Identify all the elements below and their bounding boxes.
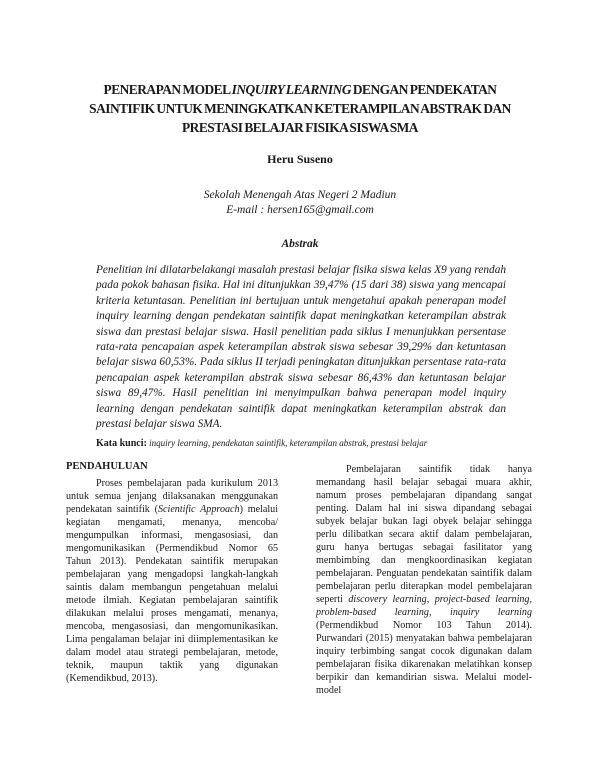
email: E-mail : hersen165@gmail.com xyxy=(226,204,374,216)
keywords xyxy=(96,438,536,449)
institution: Sekolah Menengah Atas Negeri 2 Madiun xyxy=(203,189,397,201)
title-part-3: DENGAN PENDEKATAN SAINTIFIK UNTUK MENINGKATKAN KETERAMPILAN ABSTRAK DAN PRESTASI BELAJAR FISIKA SISWA SMA xyxy=(89,82,511,135)
left-paragraph-emphasis: Scientific Approach xyxy=(157,504,240,515)
left-paragraph-text-2: ) melalui kegiatan mengamati, menanya, mencoba/ mengumpulkan informasi, mengasosiasi, dan mengomunikasikan (Permendikbud Nomor 65 Tahun 2013). Pendekatan saintifik merupakan pembelajaran yang mengadopsi langkah-langkah saintis dalam membangun pengetahuan melalui metode ilmiah. Kegiatan pembelajaran saintifik dilakukan melalui proses mengamati, menanya, mencoba, mengasosiasi, dan mengomunikasikan. Lima pengalaman belajar ini diimplementasikan ke dalam model atau strategi pembelajaran, metode, teknik, maupun taktik yang digunakan (Kemendikbud, 2013). xyxy=(66,504,278,684)
right-paragraph-emphasis: discovery learning, project-based learning, problem-based learning, inquiry learning xyxy=(316,594,533,618)
author-name: Heru Suseno xyxy=(267,152,333,166)
keywords-label: Kata kunci: xyxy=(96,438,147,449)
section-heading: PENDAHULUAN xyxy=(66,461,148,472)
left-column xyxy=(66,460,278,685)
right-column xyxy=(316,463,532,697)
left-paragraph xyxy=(66,477,278,685)
paper-title xyxy=(70,80,530,137)
abstract-body: Penelitian ini dilatarbelakangi masalah prestasi belajar fisika siswa kelas X9 yang rendah pada pokok bahasan fisika. Hal ini ditunjukkan 39,47% (15 dari 38) siswa yang mencapai kriteria ketuntasan. Penelitian ini bertujuan untuk mengetahui apakah penerapan model inquiry learning dengan pendekatan saintifik dapat meningkatkan keterampilan abstrak siswa dan prestasi belajar siswa. Hasil penelitian pada siklus I menunjukkan persentase rata-rata pencapaian aspek keterampilan abstrak siswa sebesar 39,29% dan ketuntasan belajar siswa 60,53%. Pada siklus II terjadi peningkatan ditunjukkan persentase rata-rata pencapaian aspek keterampilan abstrak siswa sebesar 86,43% dan ketuntasan belajar siswa 89,47%. Hasil penelitian ini menyimpulkan bahwa penerapan model inquiry learning dengan pendekatan saintifik dapat meningkatkan keterampilan abstrak dan prestasi belajar siswa SMA. xyxy=(96,264,506,431)
right-paragraph-text-2: (Permendikbud Nomor 103 Tahun 2014). Purwandari (2015) menyatakan bahwa pembelajaran inquiry terbimbing sangat cocok digunakan dalam pembelajaran fisika dikarenakan melatihkan konsep berpikir dan kemandirian siswa. Melalui model-model xyxy=(316,620,532,696)
affiliation xyxy=(0,188,600,218)
right-paragraph xyxy=(316,463,532,697)
keywords-value: inquiry learning, pendekatan saintifik, keterampilan abstrak, prestasi belajar xyxy=(146,438,428,448)
title-part-2: INQUIRY LEARNING xyxy=(231,82,351,97)
right-paragraph-text-1: Pembelajaran saintifik tidak hanya memandang hasil belajar sebagai muara akhir, namum proses pembelajaran dipandang sangat penting. Dalam hal ini siswa dipandang sebagai subyek belajar bukan lagi obyek belajar sehingga perlu dilibatkan secara aktif dalam pembelajaran, guru hanya bertugas sebagai fasilitator yang membimbing dan mengkoordinasikan kegiatan pembelajaran. Penguatan pendekatan saintifik dalam pembelajaran perlu diterapkan model pembelajaran seperti xyxy=(316,464,532,605)
left-paragraph-text-1: Proses pembelajaran pada kurikulum 2013 untuk semua jenjang dilaksanakan menggunakan pendekatan saintifik ( xyxy=(66,478,278,515)
title-part-1: PENERAPAN MODEL xyxy=(103,82,232,97)
abstract-heading: Abstrak xyxy=(281,238,319,250)
